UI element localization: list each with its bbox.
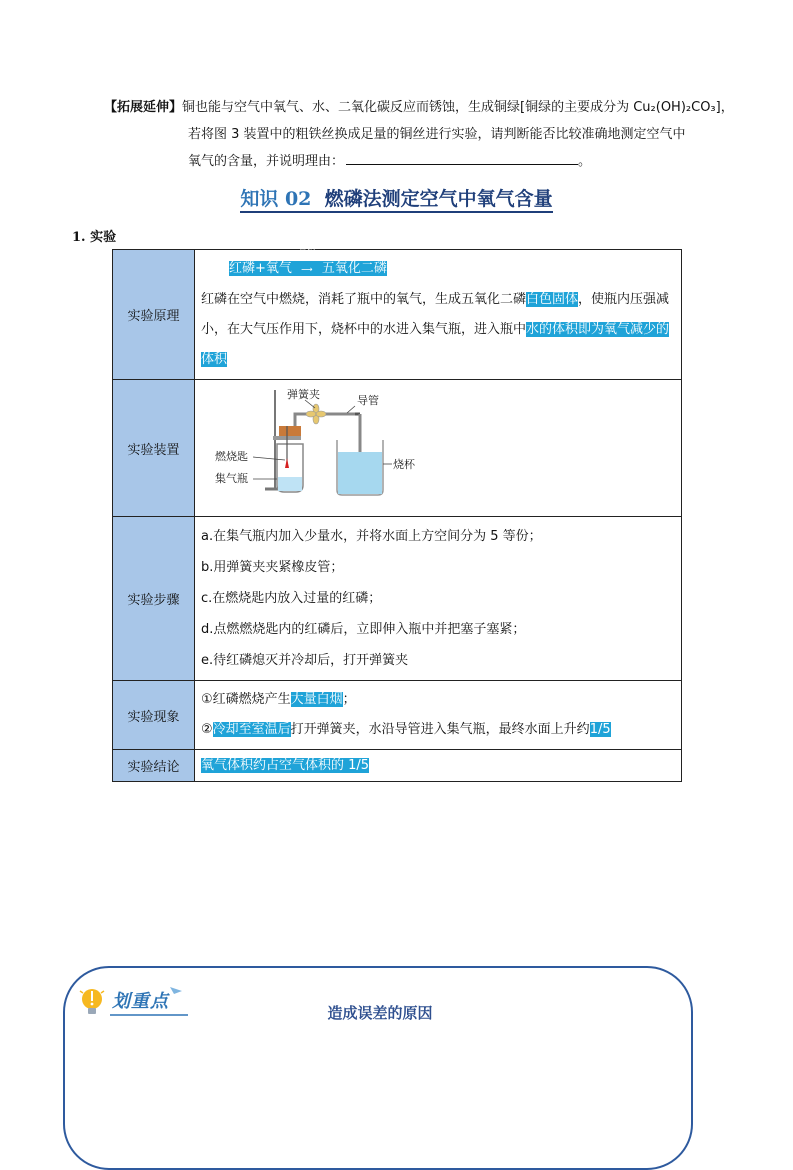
label-tube: 导管 xyxy=(357,394,379,407)
conclusion-content: 氧气体积约占空气体积的 1/5 xyxy=(195,750,682,782)
label-spoon: 燃烧匙 xyxy=(215,450,248,463)
steps-content xyxy=(195,517,682,681)
step-item: e.待红磷熄灭并冷却后，打开弹簧夹 xyxy=(201,653,409,668)
phenomena-content: ①红磷燃烧产生大量白烟； ②冷却至室温后打开弹簧夹，水沿导管进入集气瓶，最终水面上升约1/5 xyxy=(195,681,682,750)
conclusion-label: 实验结论 xyxy=(113,750,195,782)
table-row xyxy=(113,681,682,750)
principle-content: 红磷+氧气 点燃 ⟶ 五氧化二磷 红磷在空气中燃烧，消耗了瓶中的氧气，生成五氧化二磷白色固体，使瓶内压强减小，在大气压作用下，烧杯中的水进入集气瓶，进入瓶中水的体积即为氧气减少的体积 xyxy=(195,250,682,380)
extension-paragraph xyxy=(104,94,744,175)
step-item: d.点燃燃烧匙内的红磷后，立即伸入瓶中并把塞子塞紧； xyxy=(201,622,526,637)
step-item: b.用弹簧夹夹紧橡皮管； xyxy=(201,560,344,575)
steps-label: 实验步骤 xyxy=(113,517,195,681)
experiment-table xyxy=(112,244,682,782)
table-row xyxy=(113,250,682,380)
extension-line-2: 若将图 3 装置中的粗铁丝换成足量的铜丝进行实验，请判断能否比较准确地测定空气中 xyxy=(188,127,686,142)
phenomena-label: 实验现象 xyxy=(113,681,195,750)
label-bottle: 集气瓶 xyxy=(215,472,248,485)
apparatus-diagram xyxy=(195,380,681,504)
table-row xyxy=(113,380,682,517)
principle-label: 实验原理 xyxy=(113,250,195,380)
reaction-arrow: 点燃 ⟶ xyxy=(298,244,315,274)
extension-line-1: 【拓展延伸】铜也能与空气中氧气、水、二氧化碳反应而锈蚀，生成铜绿[铜绿的主要成分为 Cu₂(OH)₂CO₃]， xyxy=(104,100,734,115)
reaction-equation: 红磷+氧气 点燃 ⟶ 五氧化二磷 xyxy=(229,254,387,285)
focus-title: 造成误差的原因 xyxy=(327,1004,433,1022)
answer-blank[interactable] xyxy=(346,150,578,165)
extension-tag: 【拓展延伸】 xyxy=(104,100,183,115)
apparatus-cell xyxy=(195,380,682,517)
extension-line-3: 氧气的含量，并说明理由： 。 xyxy=(104,148,744,175)
table-row xyxy=(113,517,682,681)
label-beaker: 烧杯 xyxy=(393,458,415,471)
label-spring-clip: 弹簧夹 xyxy=(287,388,320,401)
subsection-title: 1. 实验 xyxy=(72,230,117,245)
step-item: a.在集气瓶内加入少量水，并将水面上方空间分为 5 等份； xyxy=(201,529,542,544)
section-heading: 知识 02 燃磷法测定空气中氧气含量 xyxy=(0,184,793,211)
step-item: c.在燃烧匙内放入过量的红磷； xyxy=(201,591,382,606)
apparatus-label: 实验装置 xyxy=(113,380,195,517)
focus-badge: 划重点 xyxy=(112,991,169,1012)
heading-title: 燃磷法测定空气中氧气含量 xyxy=(324,188,553,210)
table-row xyxy=(113,750,682,782)
